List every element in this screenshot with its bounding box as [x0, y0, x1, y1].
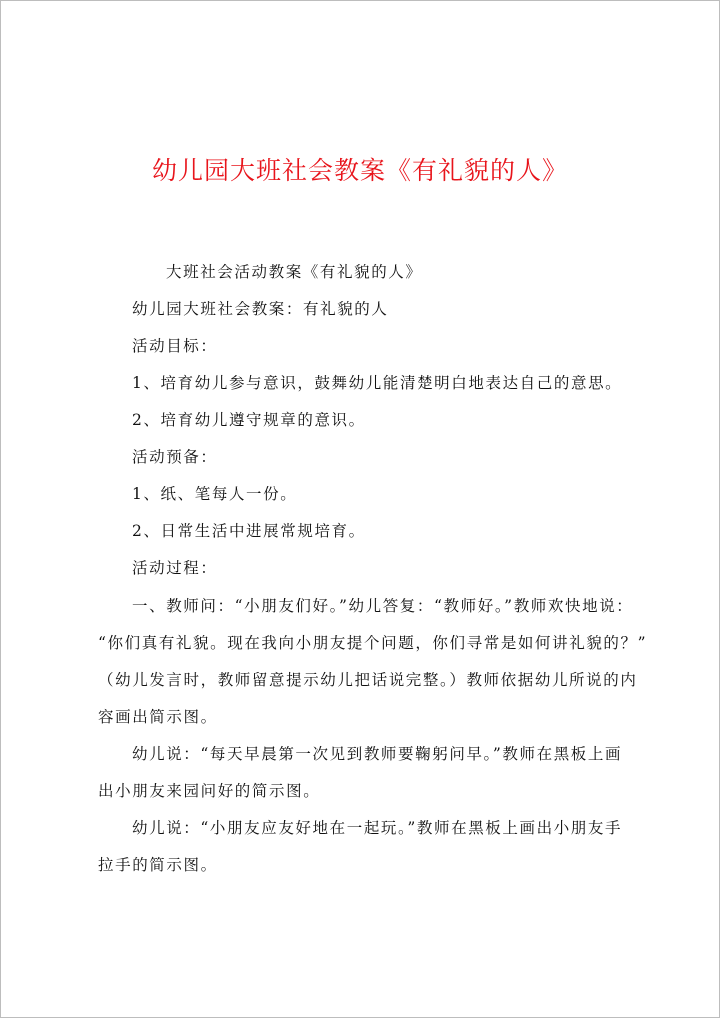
- section-heading: 活动目标：: [132, 337, 218, 355]
- paragraph-line: 容画出简示图。: [98, 708, 218, 726]
- paragraph-line: 一、教师问：“小朋友们好。”幼儿答复：“教师好。”教师欢快地说：: [132, 597, 634, 615]
- document-title: 幼儿园大班社会教案《有礼貌的人》: [151, 156, 568, 185]
- paragraph-line: 拉手的简示图。: [98, 856, 218, 874]
- subtitle-line: 大班社会活动教案《有礼貌的人》: [166, 263, 423, 281]
- paragraph-line: 出小朋友来园问好的简示图。: [98, 782, 321, 800]
- paragraph-line: 幼儿说：“每天早晨第一次见到教师要鞠躬问早。”教师在黑板上画: [132, 745, 623, 763]
- list-item: 1、培育幼儿参与意识，鼓舞幼儿能清楚明白地表达自己的意思。: [132, 374, 623, 392]
- paragraph-line: 幼儿园大班社会教案：有礼貌的人: [132, 300, 389, 318]
- list-item: 2、培育幼儿遵守规章的意识。: [132, 411, 366, 429]
- paragraph-line: 幼儿说：“小朋友应友好地在一起玩。”教师在黑板上画出小朋友手: [132, 819, 623, 837]
- list-item: 1、纸、笔每人一份。: [132, 485, 298, 503]
- paragraph-line: “你们真有礼貌。现在我向小朋友提个问题，你们寻常是如何讲礼貌的？”: [98, 634, 648, 652]
- list-item: 2、日常生活中进展常规培育。: [132, 522, 366, 540]
- paragraph-line: （幼儿发言时，教师留意提示幼儿把话说完整。）教师依据幼儿所说的内: [98, 671, 638, 689]
- section-heading: 活动预备：: [132, 448, 218, 466]
- section-heading: 活动过程：: [132, 559, 218, 577]
